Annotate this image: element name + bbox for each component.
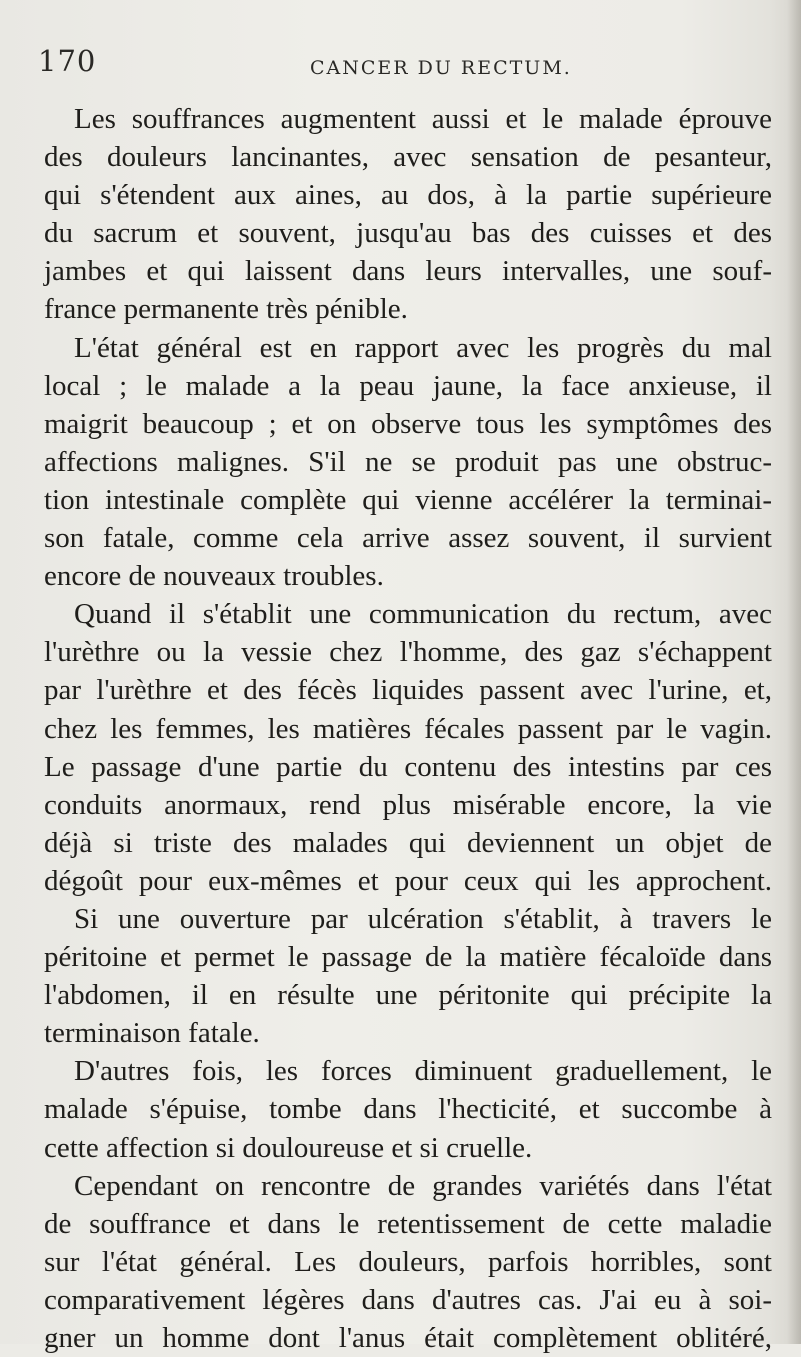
text-line: jambes et qui laissent dans leurs intervalles, une souf- [44,255,772,288]
text-line: malade s'épuise, tombe dans l'hecticité, et succombe à [44,1093,772,1126]
text-line: affections malignes. S'il ne se produit pas une obstruc- [44,445,772,478]
text-line: cette affection si douloureuse et si cruelle. [44,1131,533,1164]
running-title: CANCER DU RECTUM. [310,57,572,79]
text-line: l'urèthre ou la vessie chez l'homme, des gaz s'échappent [44,636,772,669]
text-line: conduits anormaux, rend plus misérable encore, la vie [44,788,772,821]
text-line: france permanente très pénible. [44,293,408,326]
text-line: terminaison fatale. [44,1017,260,1050]
text-line: encore de nouveaux troubles. [44,560,384,593]
text-line: l'abdomen, il en résulte une péritonite qui précipite la [44,979,772,1012]
text-line: qui s'étendent aux aines, au dos, à la partie supérieure [44,179,772,212]
text-line: local ; le malade a la peau jaune, la face anxieuse, il [44,369,772,402]
text-line: D'autres fois, les forces diminuent graduellement, le [74,1055,772,1088]
text-line: maigrit beaucoup ; et on observe tous les symptômes des [44,407,772,440]
page-edge-shadow [787,0,801,1344]
text-line: L'état général est en rapport avec les progrès du mal [74,331,772,364]
text-line: Cependant on rencontre de grandes variétés dans l'état [74,1169,772,1202]
text-line: gner un homme dont l'anus était complètement oblitéré, [44,1322,772,1354]
text-line: comparativement légères dans d'autres cas. J'ai eu à soi- [44,1283,772,1316]
body-text [44,100,772,1357]
text-line: Les souffrances augmentent aussi et le malade éprouve [74,103,772,135]
text-line: déjà si triste des malades qui deviennent un objet de [44,826,772,859]
page-header [38,44,778,80]
text-line: du sacrum et souvent, jusqu'au bas des cuisses et des [44,217,772,250]
text-line: péritoine et permet le passage de la matière fécaloïde dans [44,941,772,974]
page-number: 170 [38,44,97,78]
text-line: Si une ouverture par ulcération s'établit, à travers le [74,902,772,935]
text-line: dégoût pour eux-mêmes et pour ceux qui les approchent. [44,864,772,897]
text-line: Quand il s'établit une communication du rectum, avec [74,598,772,631]
text-line: de souffrance et dans le retentissement de cette maladie [44,1207,772,1240]
text-line: sur l'état général. Les douleurs, parfois horribles, sont [44,1245,772,1278]
text-line: des douleurs lancinantes, avec sensation de pesanteur, [44,141,772,174]
text-line: son fatale, comme cela arrive assez souvent, il survient [44,522,772,555]
text-line: Le passage d'une partie du contenu des intestins par ces [44,750,772,783]
text-line: chez les femmes, les matières fécales passent par le vagin. [44,712,772,745]
text-line: par l'urèthre et des fécès liquides passent avec l'urine, et, [44,674,772,707]
text-line: tion intestinale complète qui vienne accélérer la terminai- [44,483,772,516]
